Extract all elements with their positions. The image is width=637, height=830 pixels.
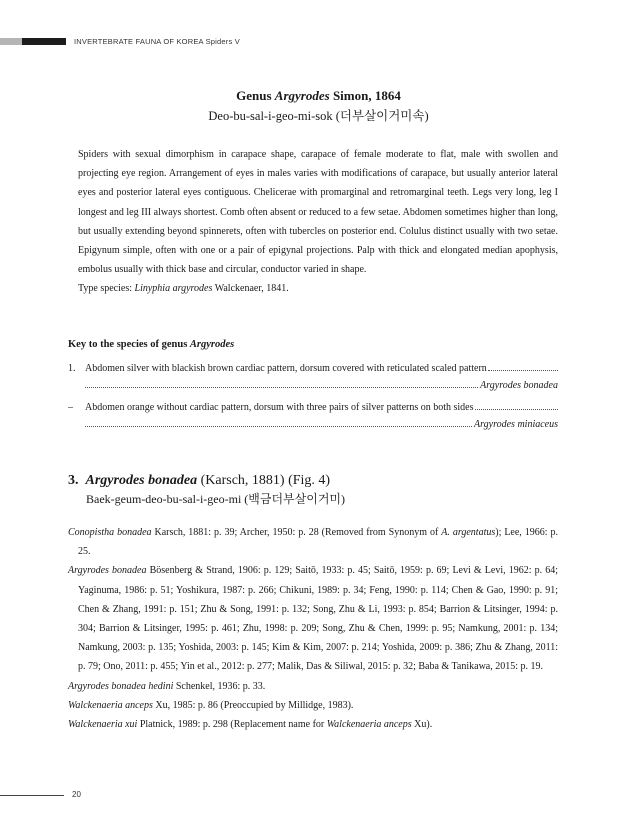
citation-text: ); Lee, 1966: p. 25. bbox=[78, 527, 559, 558]
synonym-entry bbox=[68, 523, 558, 561]
species-title bbox=[68, 472, 330, 490]
citation-text: Platnick, 1989: p. 298 (Replacement name for bbox=[137, 719, 327, 731]
type-species bbox=[68, 279, 558, 298]
citation-text: Xu, 1985: p. 86 (Preoccupied by Millidge, 1983). bbox=[152, 699, 354, 711]
key-item-marker: 1. bbox=[68, 363, 76, 374]
footer-rule bbox=[0, 795, 64, 796]
synonymy-list bbox=[68, 523, 558, 734]
key-item-answer: Argyrodes miniaceus bbox=[474, 419, 558, 430]
synonym-entry bbox=[68, 561, 558, 676]
leader-dots bbox=[475, 409, 558, 410]
type-species-name: Linyphia argyrodes bbox=[134, 283, 213, 295]
key-item bbox=[68, 401, 558, 432]
species-number: 3. bbox=[68, 473, 79, 488]
taxon-name: Walckenaeria anceps bbox=[68, 699, 153, 711]
leader-dots bbox=[85, 387, 478, 388]
header-bar-light bbox=[0, 38, 22, 45]
genus-title-prefix: Genus bbox=[236, 88, 275, 103]
type-species-label: Type species: bbox=[78, 283, 135, 295]
genus-title bbox=[0, 88, 637, 104]
key-title-genus: Argyrodes bbox=[189, 339, 235, 350]
genus-korean-name: Deo-bu-sal-i-geo-mi-sok (더부살이거미속) bbox=[208, 109, 429, 123]
taxon-name: Walckenaeria anceps bbox=[326, 719, 412, 731]
taxon-name: Walckenaeria xui bbox=[68, 719, 138, 731]
citation-text: Schenkel, 1936: p. 33. bbox=[173, 680, 266, 692]
taxon-name: Argyrodes bonadea bbox=[68, 565, 147, 577]
genus-description bbox=[68, 145, 558, 299]
running-title: INVERTEBRATE FAUNA OF KOREA Spiders V bbox=[74, 37, 240, 46]
taxon-name: A. argentatus bbox=[441, 527, 496, 538]
species-author: (Karsch, 1881) (Fig. 4) bbox=[197, 473, 331, 488]
key-item-marker: – bbox=[68, 402, 73, 413]
taxon-name: Conopistha bonadea bbox=[68, 527, 152, 538]
key-title-text: Key to the species of genus bbox=[68, 339, 190, 350]
key-item-answer: Argyrodes bonadea bbox=[480, 380, 558, 391]
species-name: Argyrodes bonadea bbox=[85, 473, 198, 488]
key-item-text: Abdomen orange without cardiac pattern, dorsum with three pairs of silver patterns on both sides bbox=[85, 402, 474, 413]
citation-text: Xu). bbox=[411, 719, 433, 731]
leader-dots bbox=[85, 426, 472, 427]
page-number: 20 bbox=[72, 790, 81, 799]
description-body: Spiders with sexual dimorphism in carapace shape, carapace of female moderate to flat, male with swollen and projecting eye region. Arrangement of eyes in males varies with modifications of carapace, but usually anterior lateral eyes and posterior lateral eyes contiguous. Chelicerae with promarginal and retromarginal teeth. Legs very long, leg I longest and leg III always shortest. Comb often absent or reduced to a few setae. Abdomen sometimes higher than long, but usually extending beyond spinnerets, often with tubercles on posterior end. Colulus distinct usually with two setae. Epigynum simple, often with one or a pair of epigynal projections. Palp with thick and elongated median apophysis, embolus usually with thick base and circular, conductor varied in shape. bbox=[78, 149, 558, 276]
key-item-text: Abdomen silver with blackish brown cardiac pattern, dorsum covered with reticulated scaled pattern bbox=[85, 363, 487, 374]
genus-name: Argyrodes bbox=[274, 88, 330, 103]
type-species-author: Walckenaer, 1841. bbox=[212, 283, 289, 295]
leader-dots bbox=[488, 370, 558, 371]
citation-text: Karsch, 1881: p. 39; Archer, 1950: p. 28 (Removed from Synonym of bbox=[151, 527, 442, 538]
key-item bbox=[68, 362, 558, 393]
synonym-entry bbox=[68, 677, 558, 696]
running-header bbox=[0, 36, 637, 48]
header-bar-dark bbox=[22, 38, 66, 45]
synonym-entry bbox=[68, 696, 558, 715]
synonym-entry bbox=[68, 715, 558, 734]
genus-author: Simon, 1864 bbox=[329, 88, 401, 103]
species-korean-name: Baek-geum-deo-bu-sal-i-geo-mi (백금더부살이거미) bbox=[86, 492, 346, 506]
taxon-name: Argyrodes bonadea hedini bbox=[68, 680, 174, 692]
citation-text: Bösenberg & Strand, 1906: p. 129; Saitō, 1933: p. 45; Saitō, 1959: p. 69; Levi & Levi, 1962: p. 64; Yaginuma, 1986: p. 51; Yoshikura, 1987: p. 266; Chikuni, 1989: p. 34; Feng, 1990: p. 114; Chen & Gao, 1990: p. 91; Chen & Zhang, 1991: p. 151; Zhu & Song, 1991: p. 132; Song, Zhu & Li, 1993: p. 854; Barrion & Litsinger, 1994: p. 304; Barrion & Litsinger, 1995: p. 461; Zhu, 1998: p. 209; Song, Zhu & Chen, 1999: p. 95; Namkung, 2001: p. 134; Namkung, 2003: p. 135; Yoshida, 2003: p. 145; Kim & Kim, 2007: p. 214; Yoshida, 2009: p. 386; Zhu & Zhang, 2011: p. 79; Ono, 2011: p. 455; Yin et al., 2012: p. 277; Malik, Das & Siliwal, 2015: p. 32; Baba & Tanikawa, 2015: p. 19. bbox=[78, 565, 559, 673]
key-title bbox=[68, 338, 234, 352]
